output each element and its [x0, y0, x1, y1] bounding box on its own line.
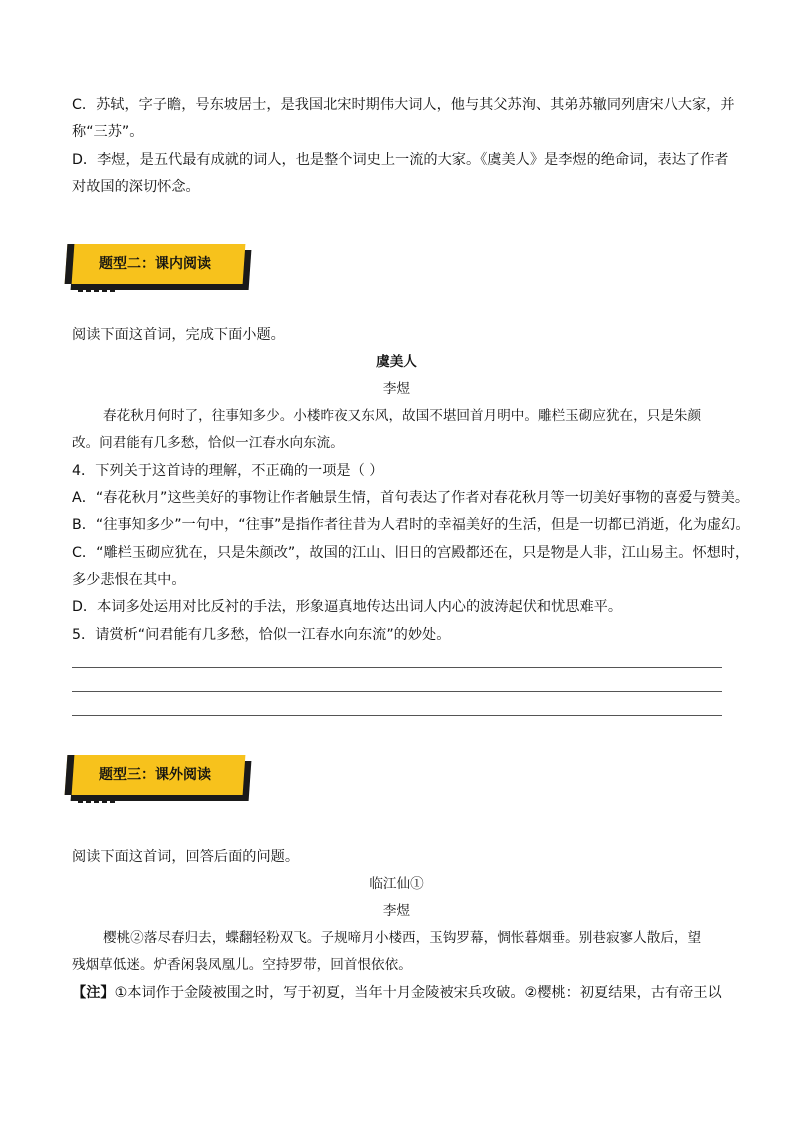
annotation	[72, 983, 722, 1003]
question-4: 4．下列关于这首诗的理解，不正确的一项是（ ）	[72, 463, 384, 479]
section3-instruction: 阅读下面这首词，回答后面的问题。	[72, 849, 300, 865]
poem1-line1: 春花秋月何时了，往事知多少。小楼昨夜又东风，故国不堪回首月明中。雕栏玉砌应犹在，只是朱颜	[103, 408, 702, 424]
answer-line[interactable]	[72, 667, 722, 668]
question-4-option-d: D．本词多处运用对比反衬的手法，形象逼真地传达出词人内心的波涛起伏和忧思难平。	[72, 599, 623, 615]
question-4-option-c-line2: 多少悲恨在其中。	[72, 572, 186, 588]
option-c-line1: C．苏轼，字子瞻，号东坡居士，是我国北宋时期伟大词人，他与其父苏洵、其弟苏辙同列唐宋八大家，并	[72, 97, 735, 113]
poem2-line1: 樱桃②落尽春归去，蝶翻轻粉双飞。子规啼月小楼西，玉钩罗幕，惆怅暮烟垂。别巷寂寥人散后，望	[103, 930, 702, 946]
question-4-option-a: A．“春花秋月”这些美好的事物让作者触景生情，首句表达了作者对春花秋月等一切美好事物的喜爱与赞美。	[72, 490, 750, 506]
section3-banner	[66, 755, 256, 807]
question-5: 5．请赏析“问君能有几多愁，恰似一江春水向东流”的妙处。	[72, 627, 451, 643]
poem2-author: 李煜	[382, 903, 411, 919]
section2-banner-label: 题型二：课内阅读	[99, 256, 211, 272]
poem2-title: 临江仙①	[369, 876, 424, 892]
poem2-line2: 残烟草低迷。炉香闲袅凤凰儿。空持罗带，回首恨依依。	[72, 957, 412, 973]
section2-instruction: 阅读下面这首词，完成下面小题。	[72, 327, 285, 343]
poem1-title: 虞美人	[376, 354, 417, 370]
poem1-author: 李煜	[382, 381, 411, 397]
option-d-line1: D．李煜，是五代最有成就的词人，也是整个词史上一流的大家。《虞美人》是李煜的绝命词，表达了作者	[72, 152, 729, 168]
question-4-option-b: B．“往事知多少”一句中，“往事”是指作者往昔为人君时的幸福美好的生活，但是一切都已消逝，化为虚幻。	[72, 517, 750, 533]
option-d-line2: 对故国的深切怀念。	[72, 179, 200, 195]
question-4-option-c-line1: C．“雕栏玉砌应犹在，只是朱颜改”，故国的江山、旧日的宫殿都还在，只是物是人非，江山易主。怀想时，	[72, 545, 750, 561]
option-c-line2: 称“三苏”。	[72, 124, 144, 140]
annotation-text: ①本词作于金陵被围之时，写于初夏，当年十月金陵被宋兵攻破。②樱桃：初夏结果，古有帝王以	[114, 985, 722, 1001]
answer-line[interactable]	[72, 715, 722, 716]
annotation-label: 【注】	[72, 985, 115, 1001]
poem1-line2: 改。问君能有几多愁，恰似一江春水向东流。	[72, 435, 344, 451]
section3-banner-label: 题型三：课外阅读	[99, 767, 211, 783]
answer-line[interactable]	[72, 691, 722, 692]
section2-banner	[66, 244, 256, 296]
